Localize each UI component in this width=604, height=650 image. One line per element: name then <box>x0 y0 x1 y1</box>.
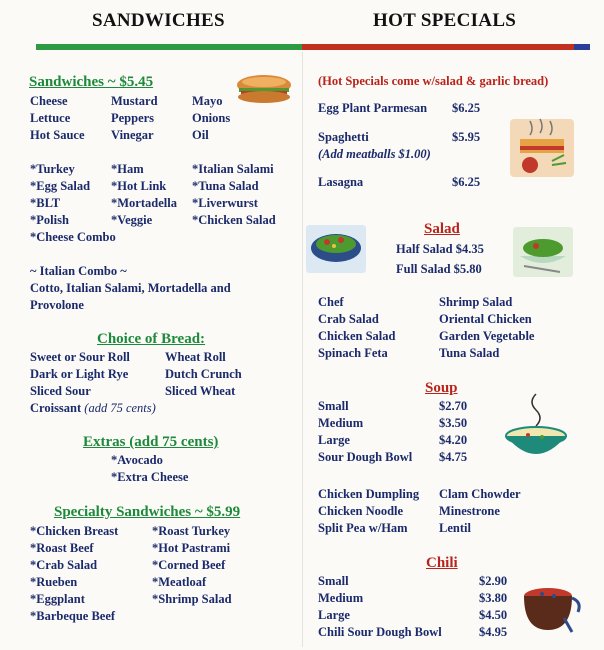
condiment: Cheese <box>30 94 68 108</box>
salad-item: Shrimp Salad <box>439 295 513 309</box>
sandwich-item: *Cheese Combo <box>30 230 116 244</box>
bread-item: Sliced Sour <box>30 384 91 398</box>
soup-item: Chicken Noodle <box>318 504 404 518</box>
condiment: Lettuce <box>30 111 71 125</box>
croissant-label: Croissant <box>30 401 82 415</box>
condiment: Vinegar <box>111 128 154 142</box>
italian-combo-desc: Provolone <box>30 298 84 312</box>
hot-item-price: $5.95 <box>452 130 481 144</box>
hot-item-price: $6.25 <box>452 175 481 189</box>
specialty-item: *Roast Beef <box>30 541 94 555</box>
sandwiches-title: Sandwiches ~ $5.45 <box>29 74 154 90</box>
salad-item: Spinach Feta <box>318 346 388 360</box>
soup-title: Soup <box>425 380 458 396</box>
soup-size-name: Small <box>318 399 349 413</box>
soup-size-price: $2.70 <box>439 399 468 413</box>
salad-title: Salad <box>424 221 460 237</box>
sandwich-item: *Veggie <box>111 213 153 227</box>
half-salad-price: Half Salad $4.35 <box>396 242 484 256</box>
soup-bowl-icon <box>502 390 570 462</box>
bread-item: Dark or Light Rye <box>30 367 129 381</box>
blue-divider-accent <box>574 44 590 50</box>
condiment: Oil <box>192 128 209 142</box>
lasagna-icon <box>508 113 578 181</box>
specialty-item: *Chicken Breast <box>30 524 119 538</box>
specialty-item: *Rueben <box>30 575 78 589</box>
chili-size-name: Chili Sour Dough Bowl <box>318 625 442 639</box>
soup-size-price: $3.50 <box>439 416 468 430</box>
chili-size-price: $2.90 <box>479 574 508 588</box>
soup-item: Clam Chowder <box>439 487 521 501</box>
soup-item: Minestrone <box>439 504 500 518</box>
specialty-item: *Corned Beef <box>152 558 226 572</box>
soup-size-name: Sour Dough Bowl <box>318 450 413 464</box>
soup-size-price: $4.20 <box>439 433 468 447</box>
salad-item: Tuna Salad <box>439 346 500 360</box>
bread-item: Dutch Crunch <box>165 367 242 381</box>
sandwich-item: *BLT <box>30 196 61 210</box>
salad-bowl-icon <box>305 224 367 274</box>
salad-plate-icon <box>512 226 574 278</box>
salad-item: Garden Vegetable <box>439 329 535 343</box>
specialty-item: *Eggplant <box>30 592 85 606</box>
salad-item: Crab Salad <box>318 312 379 326</box>
specialty-title: Specialty Sandwiches ~ $5.99 <box>54 504 241 520</box>
specialty-item: *Roast Turkey <box>152 524 231 538</box>
bread-item <box>30 401 156 416</box>
sandwich-item: *Hot Link <box>111 179 167 193</box>
salad-item: Oriental Chicken <box>439 312 532 326</box>
chili-size-name: Small <box>318 574 349 588</box>
sandwich-item: *Ham <box>111 162 144 176</box>
condiment: Mustard <box>111 94 158 108</box>
bread-title: Choice of Bread: <box>97 331 206 347</box>
red-divider-bar <box>302 44 590 50</box>
soup-size-name: Large <box>318 433 350 447</box>
specialty-item: *Hot Pastrami <box>152 541 231 555</box>
soup-size-price: $4.75 <box>439 450 468 464</box>
italian-combo-title: ~ Italian Combo ~ <box>30 264 127 278</box>
bread-item: Sliced Wheat <box>165 384 236 398</box>
soup-item: Chicken Dumpling <box>318 487 420 501</box>
chili-pot-icon <box>516 578 582 636</box>
sandwich-item: *Mortadella <box>111 196 177 210</box>
condiment: Hot Sauce <box>30 128 85 142</box>
green-divider-bar <box>36 44 302 50</box>
bread-item: Wheat Roll <box>165 350 226 364</box>
hot-item-name: Egg Plant Parmesan <box>318 101 428 115</box>
chili-title: Chili <box>426 555 458 571</box>
soup-item: Lentil <box>439 521 471 535</box>
salad-item: Chef <box>318 295 344 309</box>
extras-item: *Avocado <box>111 453 163 467</box>
chili-size-price: $4.95 <box>479 625 508 639</box>
hot-specials-header: HOT SPECIALS <box>373 10 517 31</box>
sandwich-item: *Polish <box>30 213 69 227</box>
chili-size-name: Large <box>318 608 350 622</box>
italian-combo-desc: Cotto, Italian Salami, Mortadella and <box>30 281 231 295</box>
condiment: Mayo <box>192 94 223 108</box>
specialty-item: *Crab Salad <box>30 558 98 572</box>
soup-size-name: Medium <box>318 416 364 430</box>
bread-item: Sweet or Sour Roll <box>30 350 130 364</box>
sandwich-item: *Turkey <box>30 162 75 176</box>
sandwich-item: *Italian Salami <box>192 162 274 176</box>
salad-item: Chicken Salad <box>318 329 396 343</box>
specialty-item: *Barbeque Beef <box>30 609 116 623</box>
chili-size-price: $3.80 <box>479 591 508 605</box>
extras-title-text: Extras (add 75 cents) <box>83 434 219 450</box>
full-salad-price: Full Salad $5.80 <box>396 262 482 276</box>
meatball-note: (Add meatballs $1.00) <box>318 147 431 161</box>
specialty-item: *Shrimp Salad <box>152 592 232 606</box>
hot-specials-note: (Hot Specials come w/salad & garlic bread) <box>318 74 549 88</box>
sandwich-item: *Liverwurst <box>192 196 258 210</box>
croissant-note: (add 75 cents) <box>84 401 156 415</box>
column-divider <box>302 52 303 647</box>
chili-size-name: Medium <box>318 591 364 605</box>
condiment: Peppers <box>111 111 155 125</box>
hot-item-price: $6.25 <box>452 101 481 115</box>
sandwich-icon <box>233 72 295 106</box>
extras-title <box>83 434 218 451</box>
sandwich-item: *Egg Salad <box>30 179 91 193</box>
extras-item: *Extra Cheese <box>111 470 189 484</box>
sandwich-item: *Chicken Salad <box>192 213 276 227</box>
specialty-item: *Meatloaf <box>152 575 207 589</box>
hot-item-name: Lasagna <box>318 175 364 189</box>
chili-size-price: $4.50 <box>479 608 508 622</box>
condiment: Onions <box>192 111 231 125</box>
soup-item: Split Pea w/Ham <box>318 521 408 535</box>
sandwiches-header: SANDWICHES <box>92 10 225 31</box>
hot-item-name: Spaghetti <box>318 130 369 144</box>
sandwich-item: *Tuna Salad <box>192 179 259 193</box>
